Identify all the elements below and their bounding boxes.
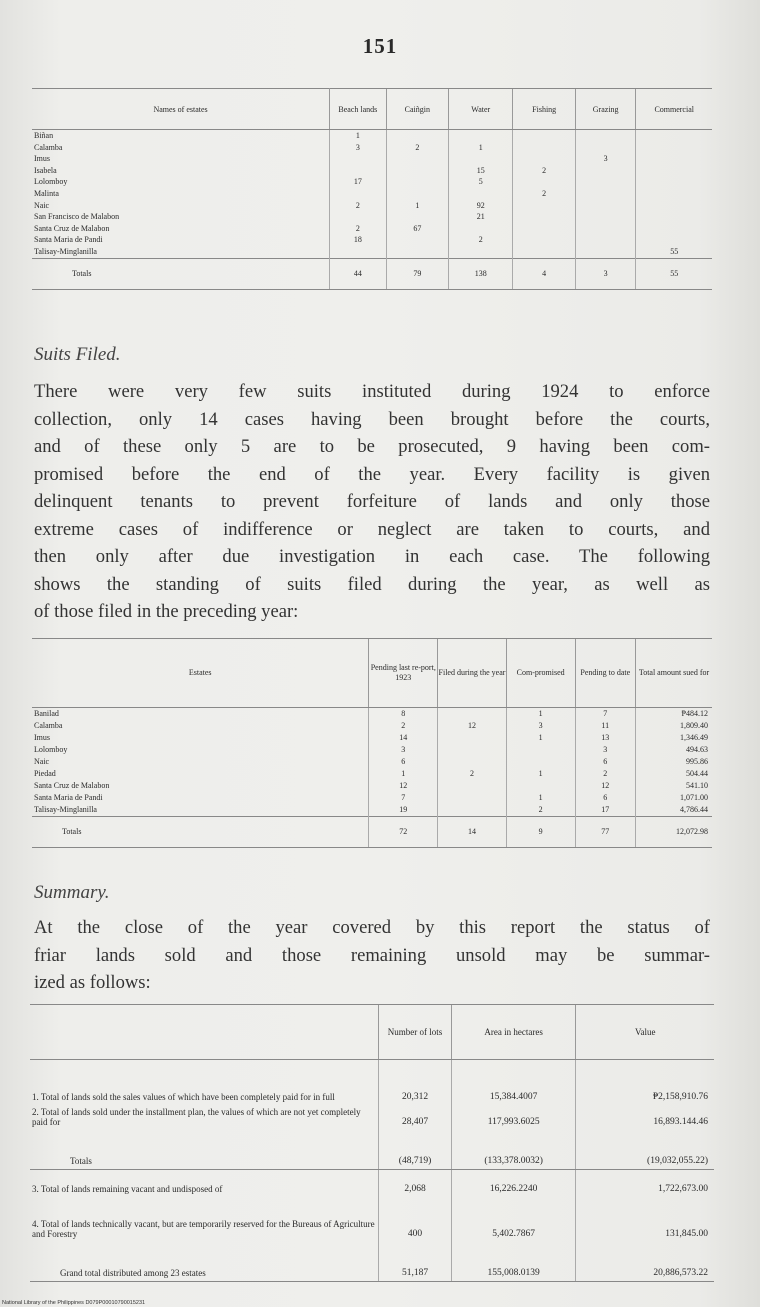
total-cell: 55: [636, 258, 712, 289]
table-cell: 3: [575, 153, 636, 165]
table-cell: 2: [513, 165, 575, 177]
table-row: [32, 211, 712, 223]
table-cell: [449, 223, 513, 235]
table-cell: 2: [575, 768, 636, 780]
row-label: 1. Total of lands sold the sales values of which have been completely paid for in full: [32, 1092, 335, 1102]
estate-name: Santa Cruz de Malabon: [34, 781, 110, 790]
estate-name: Santa Cruz de Malabon: [34, 223, 110, 233]
table-row: [30, 1060, 714, 1106]
column-header: Names of estates: [32, 89, 330, 130]
table-cell: [513, 234, 575, 246]
column-header: Total amount sued for: [636, 639, 712, 708]
table-cell: [506, 780, 575, 792]
column-header: Beach lands: [330, 89, 387, 130]
table-row: [32, 708, 712, 721]
table-cell: [636, 188, 712, 200]
total-cell: 79: [386, 258, 448, 289]
total-cell: 138: [449, 258, 513, 289]
table-row: [32, 768, 712, 780]
table-cell: [386, 165, 448, 177]
table-cell: [513, 142, 575, 154]
table-cell: [386, 188, 448, 200]
table-cell: 8: [369, 708, 438, 721]
table-cell: 1: [369, 768, 438, 780]
table-cell: 2: [369, 720, 438, 732]
table-cell: 2: [506, 804, 575, 817]
table-cell: [438, 732, 507, 744]
estate-name: Santa Maria de Pandi: [34, 235, 103, 245]
table-cell: [438, 804, 507, 817]
table-cell: 14: [369, 732, 438, 744]
column-header: Water: [449, 89, 513, 130]
table-cell: [513, 153, 575, 165]
total-cell: 72: [369, 817, 438, 848]
table-cell: [575, 246, 636, 258]
table-cell: 5,402.7867: [451, 1197, 576, 1242]
estate-name: Talisay-Minglanilla: [34, 805, 97, 814]
total-cell: Totals: [32, 817, 369, 848]
table-cell: [513, 223, 575, 235]
column-header: Fishing: [513, 89, 575, 130]
table-cell: 1: [506, 732, 575, 744]
table-cell: 1,809.40: [636, 720, 712, 732]
table-cell: 7: [369, 792, 438, 804]
column-header: Grazing: [575, 89, 636, 130]
table-cell: [636, 234, 712, 246]
table-row: [32, 165, 712, 177]
total-cell: 4: [513, 258, 575, 289]
table-cell: 2: [438, 768, 507, 780]
table-cell: 2: [513, 188, 575, 200]
estate-name: Talisay-Minglanilla: [34, 246, 97, 256]
column-header: [30, 1005, 379, 1060]
table-cell: ₱2,158,910.76: [576, 1060, 714, 1106]
table-cell: 20,886,573.22: [576, 1242, 714, 1282]
table-cell: [636, 165, 712, 177]
table-cell: 1: [506, 768, 575, 780]
page-number: 151: [362, 34, 398, 58]
table-row: [30, 1130, 714, 1170]
summary-paragraph: [34, 914, 710, 997]
table-cell: [386, 176, 448, 188]
estate-name: Lolomboy: [34, 745, 68, 754]
table-cell: [513, 176, 575, 188]
table-cell: 504.44: [636, 768, 712, 780]
table-cell: [513, 200, 575, 212]
table-cell: [386, 234, 448, 246]
table-cell: [438, 744, 507, 756]
table-cell: [575, 234, 636, 246]
estate-name: Biñan: [34, 131, 54, 140]
paragraph-line: friar lands sold and those remaining unsold may be summar-: [34, 944, 710, 966]
table-cell: 16,893.144.46: [576, 1105, 714, 1130]
table-cell: [438, 708, 507, 721]
table-cell: [636, 153, 712, 165]
table-row: [32, 792, 712, 804]
table-cell: [506, 756, 575, 768]
table-cell: [636, 211, 712, 223]
table-cell: 3: [330, 142, 387, 154]
table-cell: [575, 211, 636, 223]
table-row: [32, 130, 712, 142]
table-cell: 5: [449, 176, 513, 188]
table-cell: 51,187: [379, 1242, 452, 1282]
library-footer: National Library of the Philippines D079P00010790015231: [2, 1300, 146, 1306]
total-cell: 77: [575, 817, 636, 848]
paragraph-line: At the close of the year covered by this report the status of: [34, 917, 710, 938]
table-cell: [575, 165, 636, 177]
table-cell: [513, 130, 575, 142]
paragraph-line: delinquent tenants to prevent forfeiture of lands and only those: [34, 491, 710, 512]
table-row: [32, 744, 712, 756]
table-cell: 494.63: [636, 744, 712, 756]
table-cell: 21: [449, 211, 513, 223]
table-cell: 16,226.2240: [451, 1170, 576, 1198]
table-cell: [330, 246, 387, 258]
table-cell: 2: [386, 142, 448, 154]
table-row: [32, 200, 712, 212]
totals-row: [32, 817, 712, 848]
paragraph-line: promised before the end of the year. Every facility is given: [34, 463, 710, 485]
table-cell: 995.86: [636, 756, 712, 768]
table-row: [32, 153, 712, 165]
table-cell: 117,993.6025: [451, 1105, 576, 1130]
estate-name: Santa Maria de Pandi: [34, 793, 103, 802]
table-cell: [330, 165, 387, 177]
table-cell: [330, 153, 387, 165]
table-cell: [575, 130, 636, 142]
row-label: 2. Total of lands sold under the installment plan, the values of which are not yet completely paid for: [32, 1107, 361, 1127]
table-cell: 17: [575, 804, 636, 817]
table-cell: 6: [575, 756, 636, 768]
table-cell: 12: [575, 780, 636, 792]
suits-filed-paragraph: [34, 378, 710, 626]
paragraph-line: ized as follows:: [34, 972, 151, 993]
table-cell: [636, 223, 712, 235]
table-cell: [506, 744, 575, 756]
table-cell: 1: [506, 792, 575, 804]
table-row: [32, 188, 712, 200]
table-cell: (19,032,055.22): [576, 1130, 714, 1170]
table-cell: (133,378.0032): [451, 1130, 576, 1170]
estates-lands-table: [32, 88, 712, 290]
table-cell: [449, 188, 513, 200]
estate-name: San Francisco de Malabon: [34, 212, 120, 222]
total-cell: 3: [575, 258, 636, 289]
table-row: [30, 1105, 714, 1130]
table-row: [32, 234, 712, 246]
table-cell: 3: [369, 744, 438, 756]
estate-name: Naic: [34, 200, 50, 210]
table-cell: 2: [330, 200, 387, 212]
table-cell: [636, 130, 712, 142]
table-row: [32, 176, 712, 188]
table-cell: 3: [575, 744, 636, 756]
table-cell: [575, 223, 636, 235]
table-cell: [386, 211, 448, 223]
estate-name: Lolomboy: [34, 177, 68, 187]
table-row: [32, 732, 712, 744]
row-label: 3. Total of lands remaining vacant and undisposed of: [30, 1170, 379, 1198]
table-cell: 15: [449, 165, 513, 177]
table-cell: 12: [369, 780, 438, 792]
table-row: [30, 1170, 714, 1198]
table-cell: [330, 211, 387, 223]
table-cell: [575, 142, 636, 154]
table-cell: 131,845.00: [576, 1197, 714, 1242]
paragraph-line: There were very few suits instituted during 1924 to enforce: [34, 381, 710, 402]
table-row: [30, 1197, 714, 1242]
table-row: [30, 1242, 714, 1282]
paragraph-line: shows the standing of suits filed during the year, as well as: [34, 573, 710, 595]
table-cell: [438, 756, 507, 768]
column-header: Pending to date: [575, 639, 636, 708]
total-cell: Totals: [32, 258, 330, 289]
paragraph-line: extreme cases of indifference or neglect are taken to courts, and: [34, 518, 710, 540]
table-cell: [449, 153, 513, 165]
row-label: Totals: [30, 1130, 379, 1170]
table-cell: 15,384.4007: [451, 1060, 576, 1106]
estate-name: Piedad: [34, 769, 56, 778]
table-row: [32, 223, 712, 235]
table-cell: 1: [330, 130, 387, 142]
table-cell: 3: [506, 720, 575, 732]
table-cell: 2: [449, 234, 513, 246]
column-header: Com-promised: [506, 639, 575, 708]
column-header: Value: [576, 1005, 714, 1060]
table-cell: [636, 176, 712, 188]
table-cell: [575, 188, 636, 200]
column-header: Estates: [32, 639, 369, 708]
table-cell: [636, 142, 712, 154]
table-row: [32, 804, 712, 817]
paragraph-line: of those filed in the preceding year:: [34, 601, 299, 622]
paragraph-line: and of these only 5 are to be prosecuted, 9 having been com-: [34, 436, 710, 457]
estate-name: Imus: [34, 154, 50, 164]
table-row: [32, 756, 712, 768]
table-cell: 20,312: [379, 1060, 452, 1106]
column-header: Caiñgin: [386, 89, 448, 130]
table-cell: 1,346.49: [636, 732, 712, 744]
estate-name: Naic: [34, 757, 50, 766]
table-cell: 1,722,673.00: [576, 1170, 714, 1198]
table-cell: 1: [506, 708, 575, 721]
table-cell: 2: [330, 223, 387, 235]
total-cell: 14: [438, 817, 507, 848]
table-cell: 541.10: [636, 780, 712, 792]
table-cell: 17: [330, 176, 387, 188]
table-cell: [636, 200, 712, 212]
estate-name: Banilad: [34, 709, 59, 718]
suits-filed-heading: Suits Filed.: [34, 344, 121, 365]
table-cell: ₱484.12: [636, 708, 712, 721]
total-cell: 9: [506, 817, 575, 848]
table-cell: 55: [636, 246, 712, 258]
table-cell: 19: [369, 804, 438, 817]
table-cell: 4,786.44: [636, 804, 712, 817]
table-row: [32, 720, 712, 732]
summary-heading: Summary.: [34, 882, 110, 903]
total-cell: 12,072.98: [636, 817, 712, 848]
paragraph-line: collection, only 14 cases having been brought before the courts,: [34, 408, 710, 430]
table-cell: 67: [386, 223, 448, 235]
table-cell: 1,071.00: [636, 792, 712, 804]
table-cell: (48,719): [379, 1130, 452, 1170]
table-cell: 18: [330, 234, 387, 246]
table-cell: [513, 246, 575, 258]
table-cell: [575, 176, 636, 188]
table-cell: 92: [449, 200, 513, 212]
table-cell: 1: [386, 200, 448, 212]
totals-row: [32, 258, 712, 289]
column-header: Commercial: [636, 89, 712, 130]
table-cell: 11: [575, 720, 636, 732]
table-row: [32, 142, 712, 154]
table-cell: 13: [575, 732, 636, 744]
table-cell: 28,407: [379, 1105, 452, 1130]
table-cell: [449, 246, 513, 258]
table-cell: [575, 200, 636, 212]
summary-table: [30, 1004, 714, 1282]
row-label: 4. Total of lands technically vacant, but are temporarily reserved for the Bureaus of Agriculture and Forestry: [32, 1219, 375, 1239]
row-label: Grand total distributed among 23 estates: [30, 1242, 379, 1282]
table-cell: [386, 130, 448, 142]
table-cell: [438, 780, 507, 792]
table-cell: 400: [379, 1197, 452, 1242]
paragraph-line: then only after due investigation in each case. The following: [34, 546, 710, 567]
total-cell: 44: [330, 258, 387, 289]
table-row: [32, 780, 712, 792]
estate-name: Imus: [34, 733, 50, 742]
table-cell: 7: [575, 708, 636, 721]
estate-name: Isabela: [34, 165, 57, 175]
table-row: [32, 246, 712, 258]
table-cell: 2,068: [379, 1170, 452, 1198]
column-header: Area in hectares: [451, 1005, 576, 1060]
suits-table: [32, 638, 712, 848]
estate-name: Calamba: [34, 142, 63, 152]
table-cell: [386, 153, 448, 165]
table-cell: 6: [369, 756, 438, 768]
table-cell: [330, 188, 387, 200]
table-cell: 155,008.0139: [451, 1242, 576, 1282]
estate-name: Calamba: [34, 721, 63, 730]
column-header: Pending last re-port, 1923: [369, 639, 438, 708]
table-cell: 12: [438, 720, 507, 732]
table-cell: [513, 211, 575, 223]
table-cell: [449, 130, 513, 142]
column-header: Number of lots: [379, 1005, 452, 1060]
column-header: Filed during the year: [438, 639, 507, 708]
table-cell: [438, 792, 507, 804]
table-cell: 6: [575, 792, 636, 804]
table-cell: [386, 246, 448, 258]
table-cell: 1: [449, 142, 513, 154]
estate-name: Malinta: [34, 188, 59, 198]
